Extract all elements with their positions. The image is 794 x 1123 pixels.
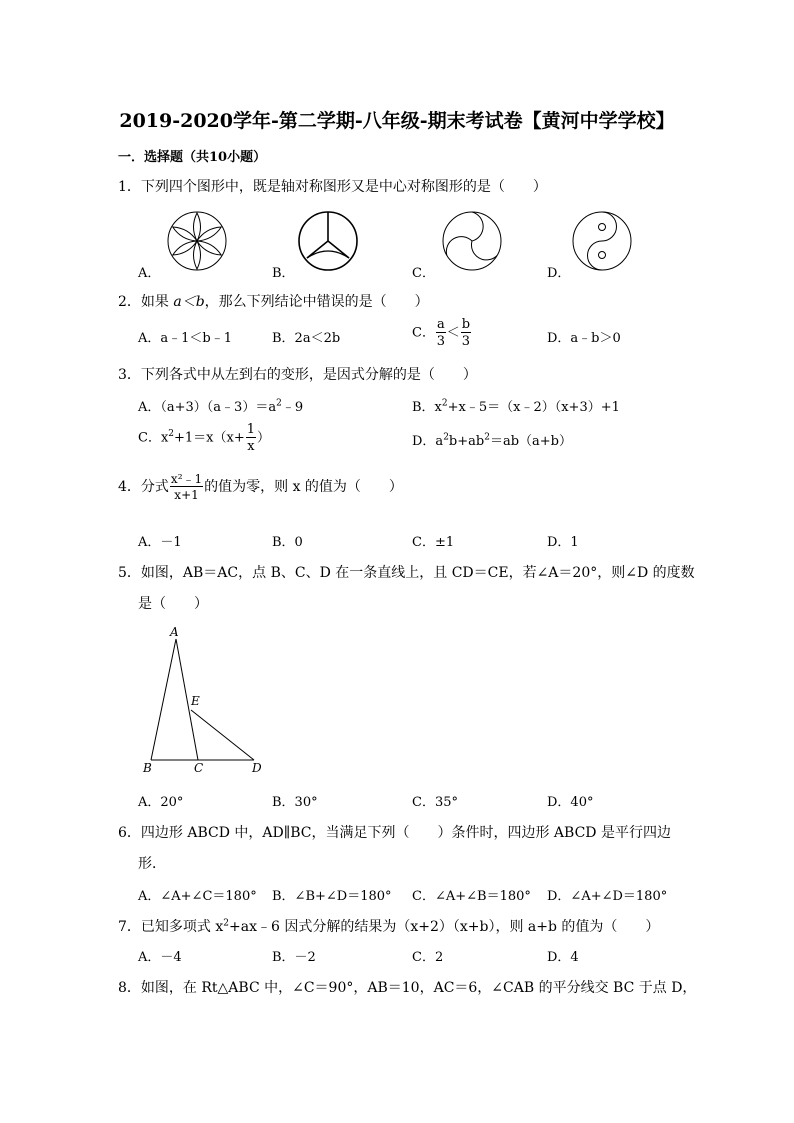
- q5-segment-ed: [191, 710, 254, 760]
- q5-label-a: A: [170, 625, 179, 639]
- q5-option-c: C．35°: [412, 795, 458, 810]
- q5-option-a: A．20°: [138, 795, 184, 810]
- q5-option-b: B．30°: [272, 795, 318, 810]
- q5-label-b: B: [143, 761, 152, 775]
- q5-option-d: D．40°: [547, 795, 594, 810]
- q3-b-end: +x﹣5＝（x﹣2）（x+3）+1: [447, 400, 620, 415]
- q2-c-den2: 3: [461, 334, 471, 349]
- q4-stem-post: 的值为零，则 x 的值为（ ）: [204, 479, 403, 495]
- q3-b-main: B．x: [412, 400, 442, 415]
- q5-label-e: E: [191, 694, 200, 708]
- q7-option-c: C．2: [412, 950, 444, 965]
- q1-option-b: B．: [272, 266, 295, 281]
- q4-frac-num: x²﹣1: [170, 472, 203, 486]
- q2-option-b: B．2a＜2b: [272, 331, 341, 346]
- q7-option-a: A．－4: [138, 950, 182, 965]
- q2-option-a: A．a﹣1＜b﹣1: [138, 331, 233, 346]
- q7-option-b: B．－2: [272, 950, 316, 965]
- q2-c-label: C．: [412, 325, 435, 341]
- q3-a-main: A．（a+3）（a﹣3）＝a: [138, 400, 277, 415]
- q6-option-b: B．∠B+∠D＝180°: [272, 889, 392, 904]
- q2-stem-var: a＜b: [173, 294, 205, 310]
- q7-stem-sup: 2: [223, 918, 229, 929]
- q3-c-main: C．x: [138, 430, 169, 446]
- question-7-stem: [118, 916, 659, 936]
- question-5-line2: 是（ ）: [138, 596, 208, 612]
- q3-d-mid: b+ab: [448, 434, 485, 449]
- q6-option-c: C．∠A+∠B＝180°: [412, 889, 531, 904]
- q5-segment-ab: [151, 639, 176, 760]
- q3-c-den: x: [247, 439, 255, 454]
- q3-d-sup2: 2: [484, 432, 490, 443]
- q3-a-sup: 2: [276, 398, 282, 409]
- question-5-line1: 5．如图，AB＝AC，点 B、C、D 在一条直线上，且 CD＝CE，若∠A＝20°，则∠D 的度数: [118, 565, 695, 581]
- q2-c-lt: ＜: [446, 325, 460, 341]
- q3-c-mid: +1＝x（x+: [174, 430, 245, 446]
- q2-stem-pre: 2．如果: [118, 294, 174, 310]
- q2-option-d: D．a﹣b＞0: [547, 331, 621, 346]
- q3-d-sup: 2: [443, 432, 449, 443]
- q3-c-num: 1: [246, 422, 256, 437]
- q3-c-sup: 2: [168, 429, 175, 440]
- q4-option-b: B．0: [272, 535, 303, 550]
- q2-c-den1: 3: [436, 334, 445, 349]
- q7-option-d: D．4: [547, 950, 579, 965]
- q6-option-a: A．∠A+∠C＝180°: [138, 889, 257, 904]
- question-6-line1: 6．四边形 ABCD 中，AD∥BC，当满足下列（ ）条件时，四边形 ABCD 是平行四边: [118, 825, 671, 841]
- q3-b-sup: 2: [441, 398, 448, 409]
- q2-c-num2: b: [461, 317, 471, 332]
- q5-label-c: C: [194, 761, 204, 775]
- q7-stem-post: +ax﹣6 因式分解的结果为（x+2）（x+b），则 a+b 的值为（ ）: [229, 919, 660, 935]
- q6-option-d: D．∠A+∠D＝180°: [547, 889, 668, 904]
- q3-d-end: ＝ab（a+b）: [489, 434, 572, 449]
- section-heading: 一．选择题（共10小题）: [118, 150, 267, 165]
- q1-option-d: D．: [547, 266, 571, 281]
- q2-stem-post: ，那么下列结论中错误的是（ ）: [204, 294, 429, 310]
- q2-c-num1: a: [436, 317, 445, 332]
- page-title: 2019-2020学年-第二学期-八年级-期末考试卷【黄河中学学校】: [119, 110, 675, 132]
- q4-stem-pre: 4．分式: [118, 479, 169, 495]
- q4-frac-den: x+1: [174, 488, 199, 502]
- question-1-stem: 1．下列四个图形中，既是轴对称图形又是中心对称图形的是（ ）: [118, 179, 547, 195]
- q4-option-c: C．±1: [412, 535, 455, 550]
- question-8-line1: 8．如图，在 Rt△ABC 中，∠C＝90°，AB＝10，AC＝6，∠CAB 的平分线交 BC 于点 D，: [118, 980, 697, 996]
- q4-option-a: A．－1: [138, 535, 182, 550]
- q1-option-c: C．: [412, 266, 435, 281]
- q4-option-d: D．1: [547, 535, 579, 550]
- q7-stem-pre: 7．已知多项式 x: [118, 919, 224, 935]
- q3-a-end: ﹣9: [281, 400, 304, 415]
- q5-label-d: D: [252, 761, 262, 775]
- q3-d-main: D．a: [412, 434, 444, 449]
- question-3-stem: 3．下列各式中从左到右的变形，是因式分解的是（ ）: [118, 367, 477, 383]
- question-6-line2: 形．: [138, 856, 166, 872]
- q3-c-end: ）: [257, 430, 271, 446]
- q1-option-a: A．: [138, 266, 161, 281]
